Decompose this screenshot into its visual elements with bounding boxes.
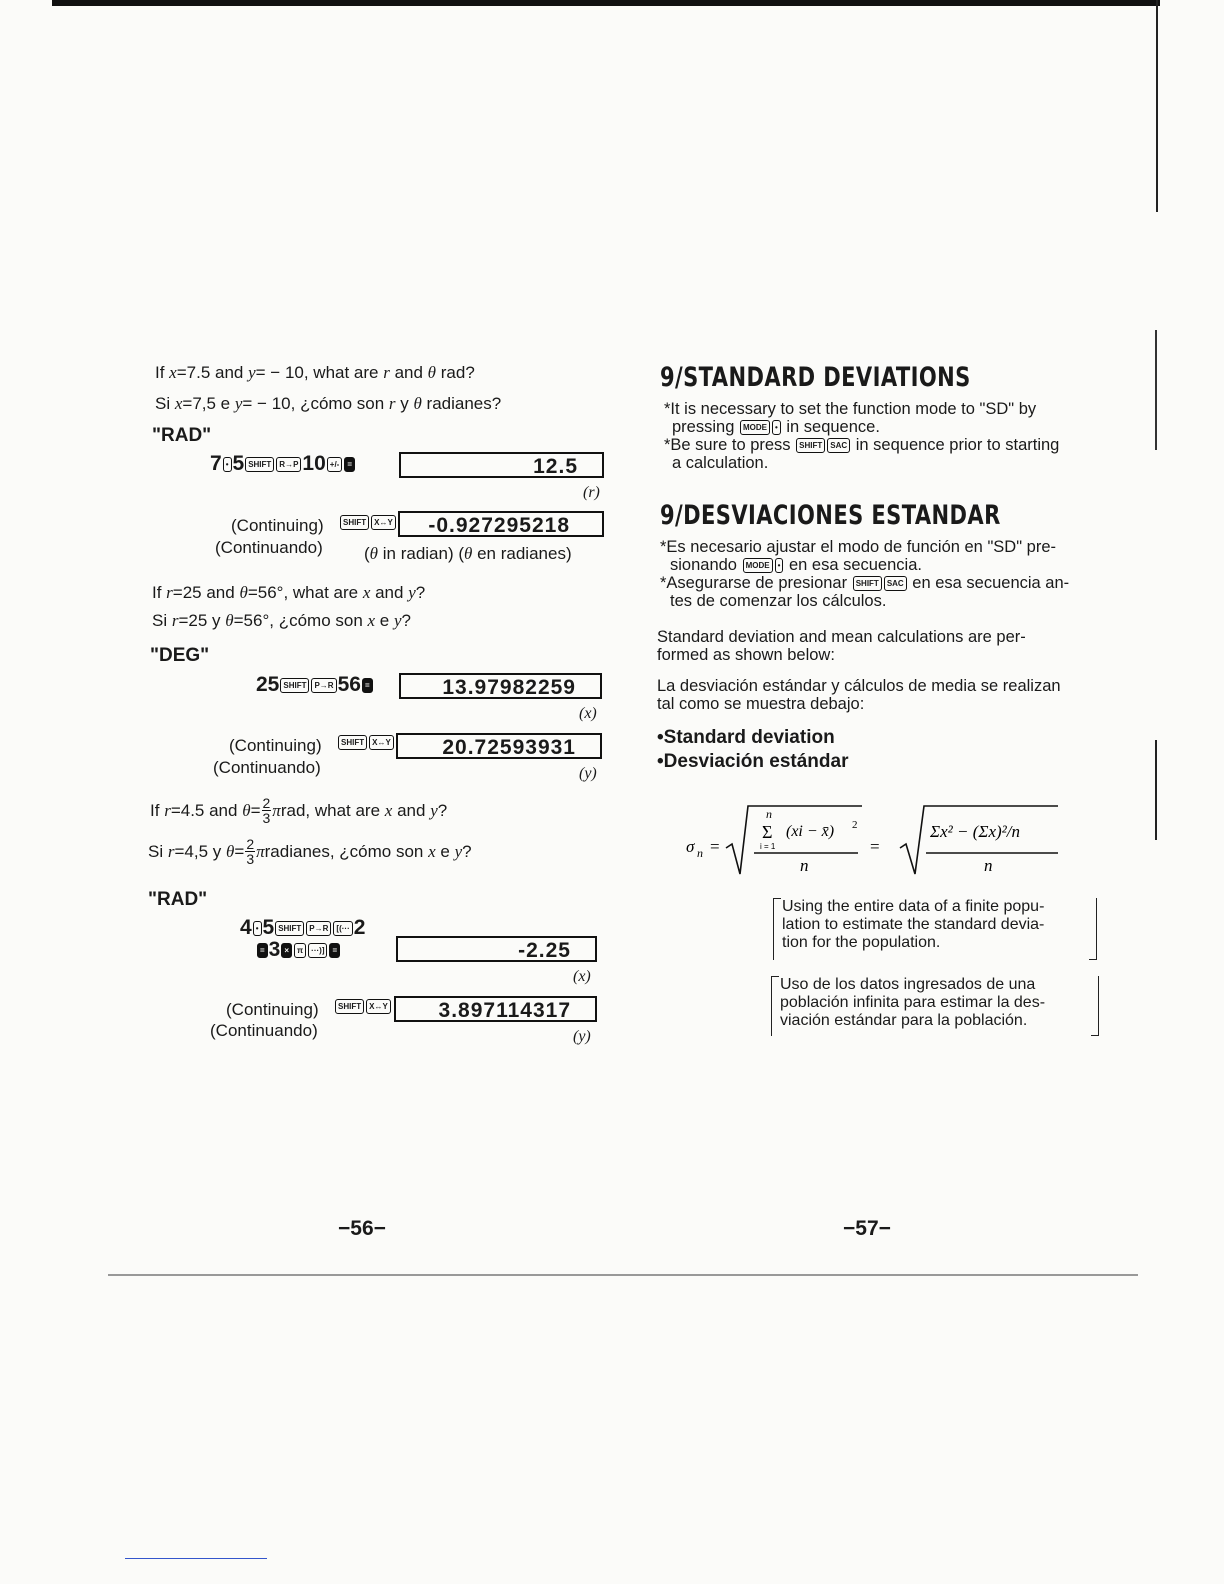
- text-line: [660, 556, 1110, 574]
- text: =: [250, 800, 261, 820]
- var-y: y: [430, 800, 438, 820]
- text-line: *It is necessary to set the function mode to "SD" by: [664, 400, 1037, 418]
- standard-deviation-formula: [680, 800, 1080, 880]
- key-sequence-continue: [334, 999, 392, 1014]
- var-r: r: [167, 841, 175, 861]
- text-line: lation to estimate the standard devia-: [782, 916, 1045, 933]
- var-y: y: [393, 611, 402, 630]
- x-y-swap-key-icon: X↔Y: [366, 999, 391, 1014]
- equals-key-icon: =: [344, 457, 355, 472]
- text: =56°, what are: [247, 583, 363, 602]
- fraction: [245, 837, 255, 866]
- deviation-term: (xi − x̄): [786, 823, 835, 840]
- var-x: x: [174, 394, 183, 413]
- equals-key-icon: =: [257, 943, 268, 958]
- digit: 3: [268, 938, 281, 961]
- digit: 4: [240, 916, 252, 939]
- var-x: x: [367, 611, 376, 630]
- intro-en: [657, 628, 1107, 664]
- fraction: [262, 796, 272, 825]
- text: ?: [437, 800, 448, 820]
- key-sequence-continue: [337, 735, 395, 750]
- text: =25 and: [172, 583, 240, 602]
- key-sequence-3b: [256, 938, 341, 962]
- var-x: x: [428, 841, 436, 861]
- result-label: (y): [573, 1028, 591, 1045]
- sigma-subscript: n: [697, 846, 703, 860]
- question-2-en: [152, 582, 425, 604]
- mode-label-rad: "RAD": [148, 889, 208, 910]
- section-heading: 9/DESVIACIONES ESTANDAR: [660, 500, 1001, 531]
- text: in sequence prior to starting: [851, 436, 1060, 454]
- bullet-desviacion-estandar: •Desviación estándar: [657, 751, 849, 772]
- text: and: [370, 583, 409, 602]
- text: =4,5 y: [174, 841, 222, 861]
- radian-note: [364, 543, 572, 565]
- key-sequence-2: [256, 673, 374, 697]
- digit: 7: [210, 452, 222, 475]
- text-line: tion for the population.: [782, 934, 941, 951]
- var-y: y: [234, 394, 243, 413]
- var-theta: θ: [239, 583, 248, 602]
- p-to-r-key-icon: P→R: [311, 678, 336, 693]
- scan-border-right: [1156, 0, 1158, 212]
- text: If: [155, 363, 170, 382]
- bullet-standard-deviation: •Standard deviation: [657, 727, 835, 748]
- text-line: [660, 574, 1110, 592]
- var-theta: θ: [225, 611, 234, 630]
- decimal-key-icon: •: [772, 420, 781, 435]
- sign-change-key-icon: +/-: [327, 457, 343, 472]
- continuing-label: (Continuing): [226, 1000, 319, 1019]
- continuando-label: (Continuando): [213, 758, 321, 777]
- shift-key-icon: SHIFT: [280, 678, 309, 693]
- text: =7,5 e: [182, 394, 235, 413]
- calculator-display: 12.5: [399, 452, 604, 478]
- mode-label-deg: "DEG": [150, 645, 210, 666]
- x-y-swap-key-icon: X↔Y: [369, 735, 394, 750]
- x-y-swap-key-icon: X↔Y: [371, 515, 396, 530]
- text: =7.5 and: [176, 363, 249, 382]
- shift-key-icon: SHIFT: [853, 576, 882, 591]
- result-label: (x): [573, 968, 591, 985]
- var-r: r: [164, 800, 171, 820]
- text: e: [440, 841, 450, 861]
- scan-border-right: [1155, 330, 1157, 450]
- equals-key-icon: =: [362, 678, 373, 693]
- text: =: [234, 841, 245, 861]
- var-x: x: [384, 800, 393, 820]
- digit: 5: [232, 452, 245, 475]
- text: in radian) (: [378, 544, 465, 563]
- text: Si: [148, 841, 164, 861]
- text: =25 y: [178, 611, 226, 630]
- result-label: (y): [579, 765, 597, 782]
- var-r: r: [166, 583, 173, 602]
- sac-key-icon: SAC: [884, 576, 907, 591]
- text-line: formed as shown below:: [657, 646, 835, 664]
- var-theta: θ: [427, 363, 437, 382]
- question-1-en: [155, 362, 475, 384]
- decimal-key-icon: •: [223, 457, 232, 472]
- text-line: Uso de los datos ingresados de una: [780, 976, 1036, 993]
- digit: 10: [302, 452, 326, 475]
- var-theta: θ: [464, 544, 473, 563]
- var-theta: θ: [226, 841, 235, 861]
- text: sionando: [670, 556, 742, 574]
- continuing-label: (Continuing): [231, 516, 324, 535]
- text: =4.5 and: [170, 800, 238, 820]
- text-line: Using the entire data of a finite popu-: [782, 898, 1045, 915]
- page-number: −56−: [338, 1217, 386, 1240]
- continuing-label: (Continuing): [229, 736, 322, 755]
- note-box-en: [773, 898, 1097, 960]
- text: en esa secuencia.: [784, 556, 922, 574]
- text: and: [389, 363, 428, 382]
- text-line: a calculation.: [672, 454, 769, 472]
- denominator: n: [984, 856, 993, 875]
- pi-symbol: π: [272, 800, 281, 820]
- denominator: 3: [262, 810, 271, 826]
- scan-border-top: [52, 0, 1160, 6]
- sac-key-icon: SAC: [827, 438, 850, 453]
- digit: 56: [337, 673, 361, 696]
- instruction-es: [660, 538, 1110, 610]
- var-theta: θ: [369, 544, 379, 563]
- var-r: r: [383, 363, 390, 382]
- sum-lower-limit: i = 1: [760, 842, 776, 851]
- text-line: viación estándar para la población.: [780, 1012, 1028, 1029]
- question-3-en: [150, 796, 447, 825]
- text-line: tes de comenzar los cálculos.: [670, 592, 887, 610]
- radical-sign-icon: [726, 806, 862, 874]
- key-sequence-continue: [339, 515, 397, 530]
- text-line: población infinita para estimar la des-: [780, 994, 1046, 1011]
- text: *Be sure to press: [664, 436, 796, 454]
- scan-border-right: [1155, 740, 1157, 840]
- key-sequence-1: [210, 452, 356, 476]
- decimal-key-icon: •: [253, 921, 262, 936]
- pi-key-icon: π: [294, 943, 306, 958]
- text: ?: [415, 583, 426, 602]
- text: =56°, ¿cómo son: [233, 611, 368, 630]
- text: Si: [152, 611, 172, 630]
- text: = − 10, what are: [255, 363, 384, 382]
- intro-es: [657, 677, 1107, 713]
- denominator: 3: [246, 851, 255, 867]
- shift-key-icon: SHIFT: [796, 438, 825, 453]
- text: rad, what are: [280, 800, 381, 820]
- mode-key-icon: MODE: [740, 420, 770, 435]
- text-line: *Es necesario ajustar el modo de función en "SD" pre-: [660, 538, 1057, 556]
- numerator: Σx² − (Σx)²/n: [930, 822, 1021, 841]
- text: (: [364, 544, 370, 563]
- text: in sequence.: [781, 418, 880, 436]
- sum-upper-limit: n: [766, 807, 772, 821]
- text: pressing: [672, 418, 739, 436]
- text: rad?: [436, 363, 475, 382]
- shift-key-icon: SHIFT: [338, 735, 367, 750]
- equals-key-icon: =: [329, 943, 340, 958]
- text: en radianes): [472, 544, 572, 563]
- scan-border-bottom: [108, 1274, 1138, 1276]
- continuando-label: (Continuando): [215, 538, 323, 557]
- var-theta: θ: [413, 394, 422, 413]
- var-x: x: [169, 363, 177, 382]
- text: = − 10, ¿cómo son: [242, 394, 389, 413]
- var-y: y: [454, 841, 463, 861]
- continuando-label: (Continuando): [210, 1021, 318, 1040]
- text: *Asegurarse de presionar: [660, 574, 852, 592]
- calculator-display: -0.927295218: [398, 511, 604, 537]
- text: en esa secuencia an-: [907, 574, 1070, 592]
- text-line: La desviación estándar y cálculos de media se realizan: [657, 677, 1061, 695]
- section-heading: 9/STANDARD DEVIATIONS: [660, 362, 971, 393]
- page-number: −57−: [843, 1217, 891, 1240]
- equals-sign: =: [710, 837, 720, 856]
- text: and: [397, 800, 426, 820]
- text: e: [375, 611, 394, 630]
- text: ?: [401, 611, 411, 630]
- text-line: [664, 418, 1109, 436]
- numerator: 2: [246, 836, 255, 852]
- var-r: r: [388, 394, 396, 413]
- numerator: 2: [262, 795, 271, 811]
- text: If: [152, 583, 167, 602]
- decimal-key-icon: •: [775, 558, 784, 573]
- var-theta: θ: [242, 800, 251, 820]
- p-to-r-key-icon: P→R: [306, 921, 331, 936]
- result-label: (x): [579, 705, 597, 722]
- digit: 5: [262, 916, 275, 939]
- shift-key-icon: SHIFT: [275, 921, 304, 936]
- result-label: (r): [583, 484, 600, 501]
- key-sequence-3a: [240, 916, 365, 940]
- equals-sign: =: [870, 837, 880, 856]
- calculator-display: -2.25: [396, 936, 597, 962]
- digit: 25: [256, 673, 280, 696]
- text-line: Standard deviation and mean calculations are per-: [657, 628, 1026, 646]
- var-y: y: [408, 583, 416, 602]
- pi-symbol: π: [256, 841, 265, 861]
- instruction-en: [664, 400, 1109, 472]
- text: If: [150, 800, 160, 820]
- denominator: n: [800, 856, 809, 875]
- text: y: [395, 394, 414, 413]
- multiply-key-icon: ×: [281, 943, 292, 958]
- text: Si: [155, 394, 175, 413]
- text: ?: [462, 841, 472, 861]
- calculator-display: 3.897114317: [394, 996, 597, 1022]
- text-line: [664, 436, 1109, 454]
- var-r: r: [171, 611, 179, 630]
- r-to-p-key-icon: R→P: [276, 457, 301, 472]
- sigma-symbol: σ: [686, 837, 695, 856]
- calculator-display: 20.72593931: [396, 733, 602, 759]
- close-paren-key-icon: ···)]: [308, 943, 327, 958]
- question-3-es: [148, 837, 472, 866]
- mode-label-rad: "RAD": [152, 425, 212, 446]
- var-y: y: [248, 363, 256, 382]
- text: radianes, ¿cómo son: [264, 841, 424, 861]
- digit: 2: [353, 916, 366, 939]
- question-1-es: [155, 393, 501, 415]
- mode-key-icon: MODE: [743, 558, 773, 573]
- shift-key-icon: SHIFT: [335, 999, 364, 1014]
- sum-symbol: Σ: [762, 822, 773, 842]
- scan-mark: [125, 1558, 267, 1559]
- shift-key-icon: SHIFT: [340, 515, 369, 530]
- shift-key-icon: SHIFT: [245, 457, 274, 472]
- question-2-es: [152, 610, 411, 632]
- exponent: 2: [852, 819, 858, 831]
- text: radianes?: [421, 394, 502, 413]
- text-line: tal como se muestra debajo:: [657, 695, 865, 713]
- note-box-es: [771, 976, 1099, 1036]
- var-x: x: [362, 583, 371, 602]
- calculator-display: 13.97982259: [399, 673, 602, 699]
- open-paren-key-icon: [(···: [333, 921, 352, 936]
